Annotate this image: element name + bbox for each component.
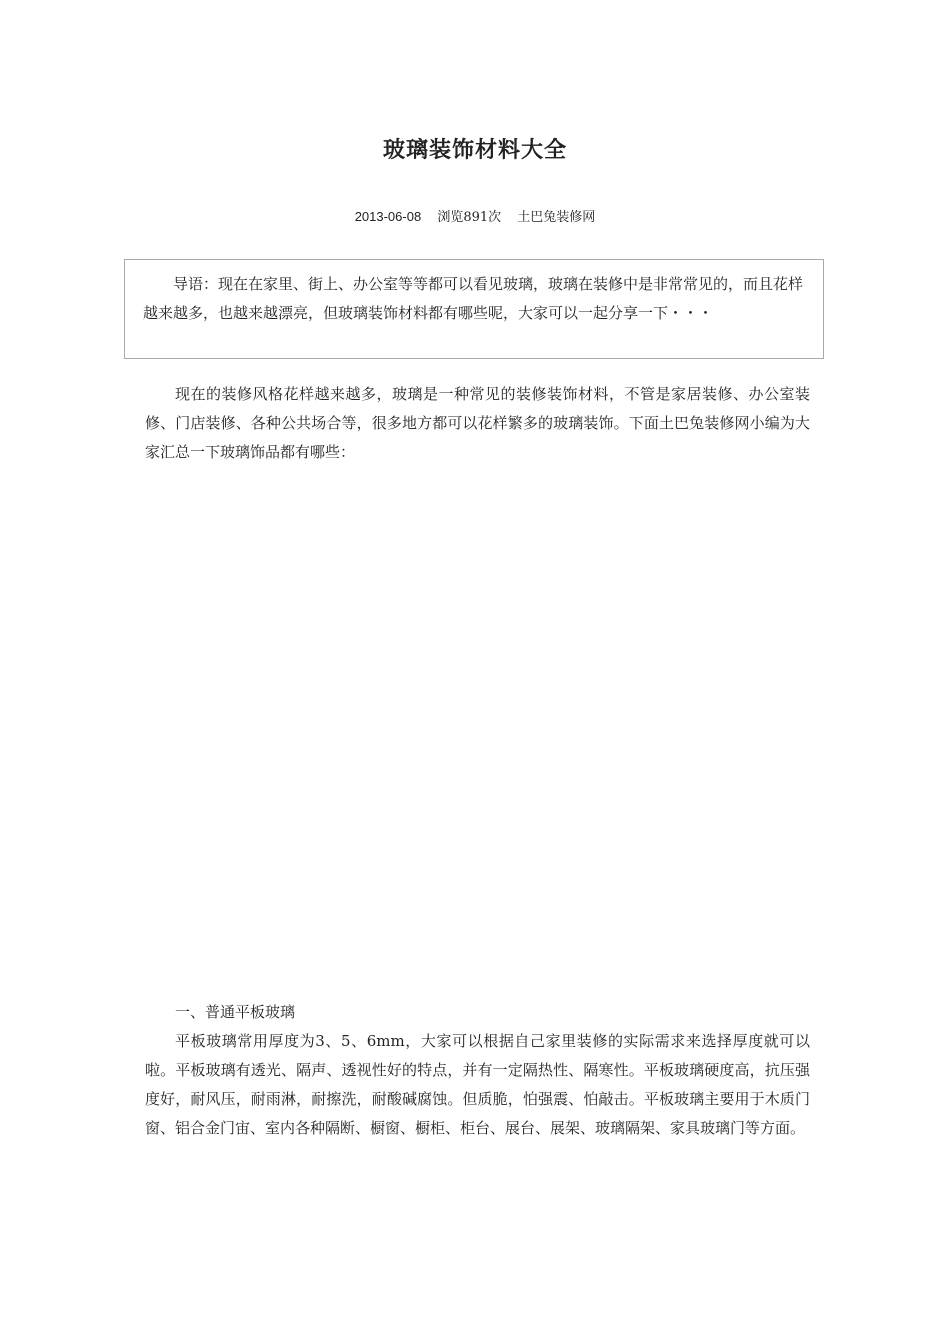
- intro-box: [124, 259, 824, 359]
- intro-text: 导语：现在在家里、街上、办公室等等都可以看见玻璃，玻璃在装修中是非常常见的，而且花样越来越多，也越来越漂亮，但玻璃装饰材料都有哪些呢，大家可以一起分享一下・・・: [143, 275, 804, 322]
- body-paragraph-1: 现在的装修风格花样越来越多，玻璃是一种常见的装修装饰材料，不管是家居装修、办公室装修、门店装修、各种公共场合等，很多地方都可以花样繁多的玻璃装饰。下面土巴兔装修网小编为大家汇总一下玻璃饰品都有哪些：: [145, 385, 810, 461]
- section-heading-1: 一、普通平板玻璃: [175, 1003, 296, 1021]
- blank-image-area: [145, 500, 810, 970]
- page-title: 玻璃装饰材料大全: [382, 136, 567, 163]
- view-count: 浏览891次: [437, 210, 502, 225]
- source-name: 土巴兔装修网: [517, 210, 596, 225]
- article-meta: [0, 206, 950, 225]
- publish-date: 2013-06-08: [354, 209, 422, 224]
- section-body-1: 平板玻璃常用厚度为3、5、6mm，大家可以根据自己家里装修的实际需求来选择厚度就可以啦。平板玻璃有透光、隔声、透视性好的特点，并有一定隔热性、隔寒性。平板玻璃硬度高，抗压强度好，耐风压，耐雨淋，耐擦洗，耐酸碱腐蚀。但质脆，怕强震、怕敲击。平板玻璃主要用于木质门窗、铝合金门宙、室内各种隔断、橱窗、橱柜、柜台、展台、展架、玻璃隔架、家具玻璃门等方面。: [145, 1032, 810, 1137]
